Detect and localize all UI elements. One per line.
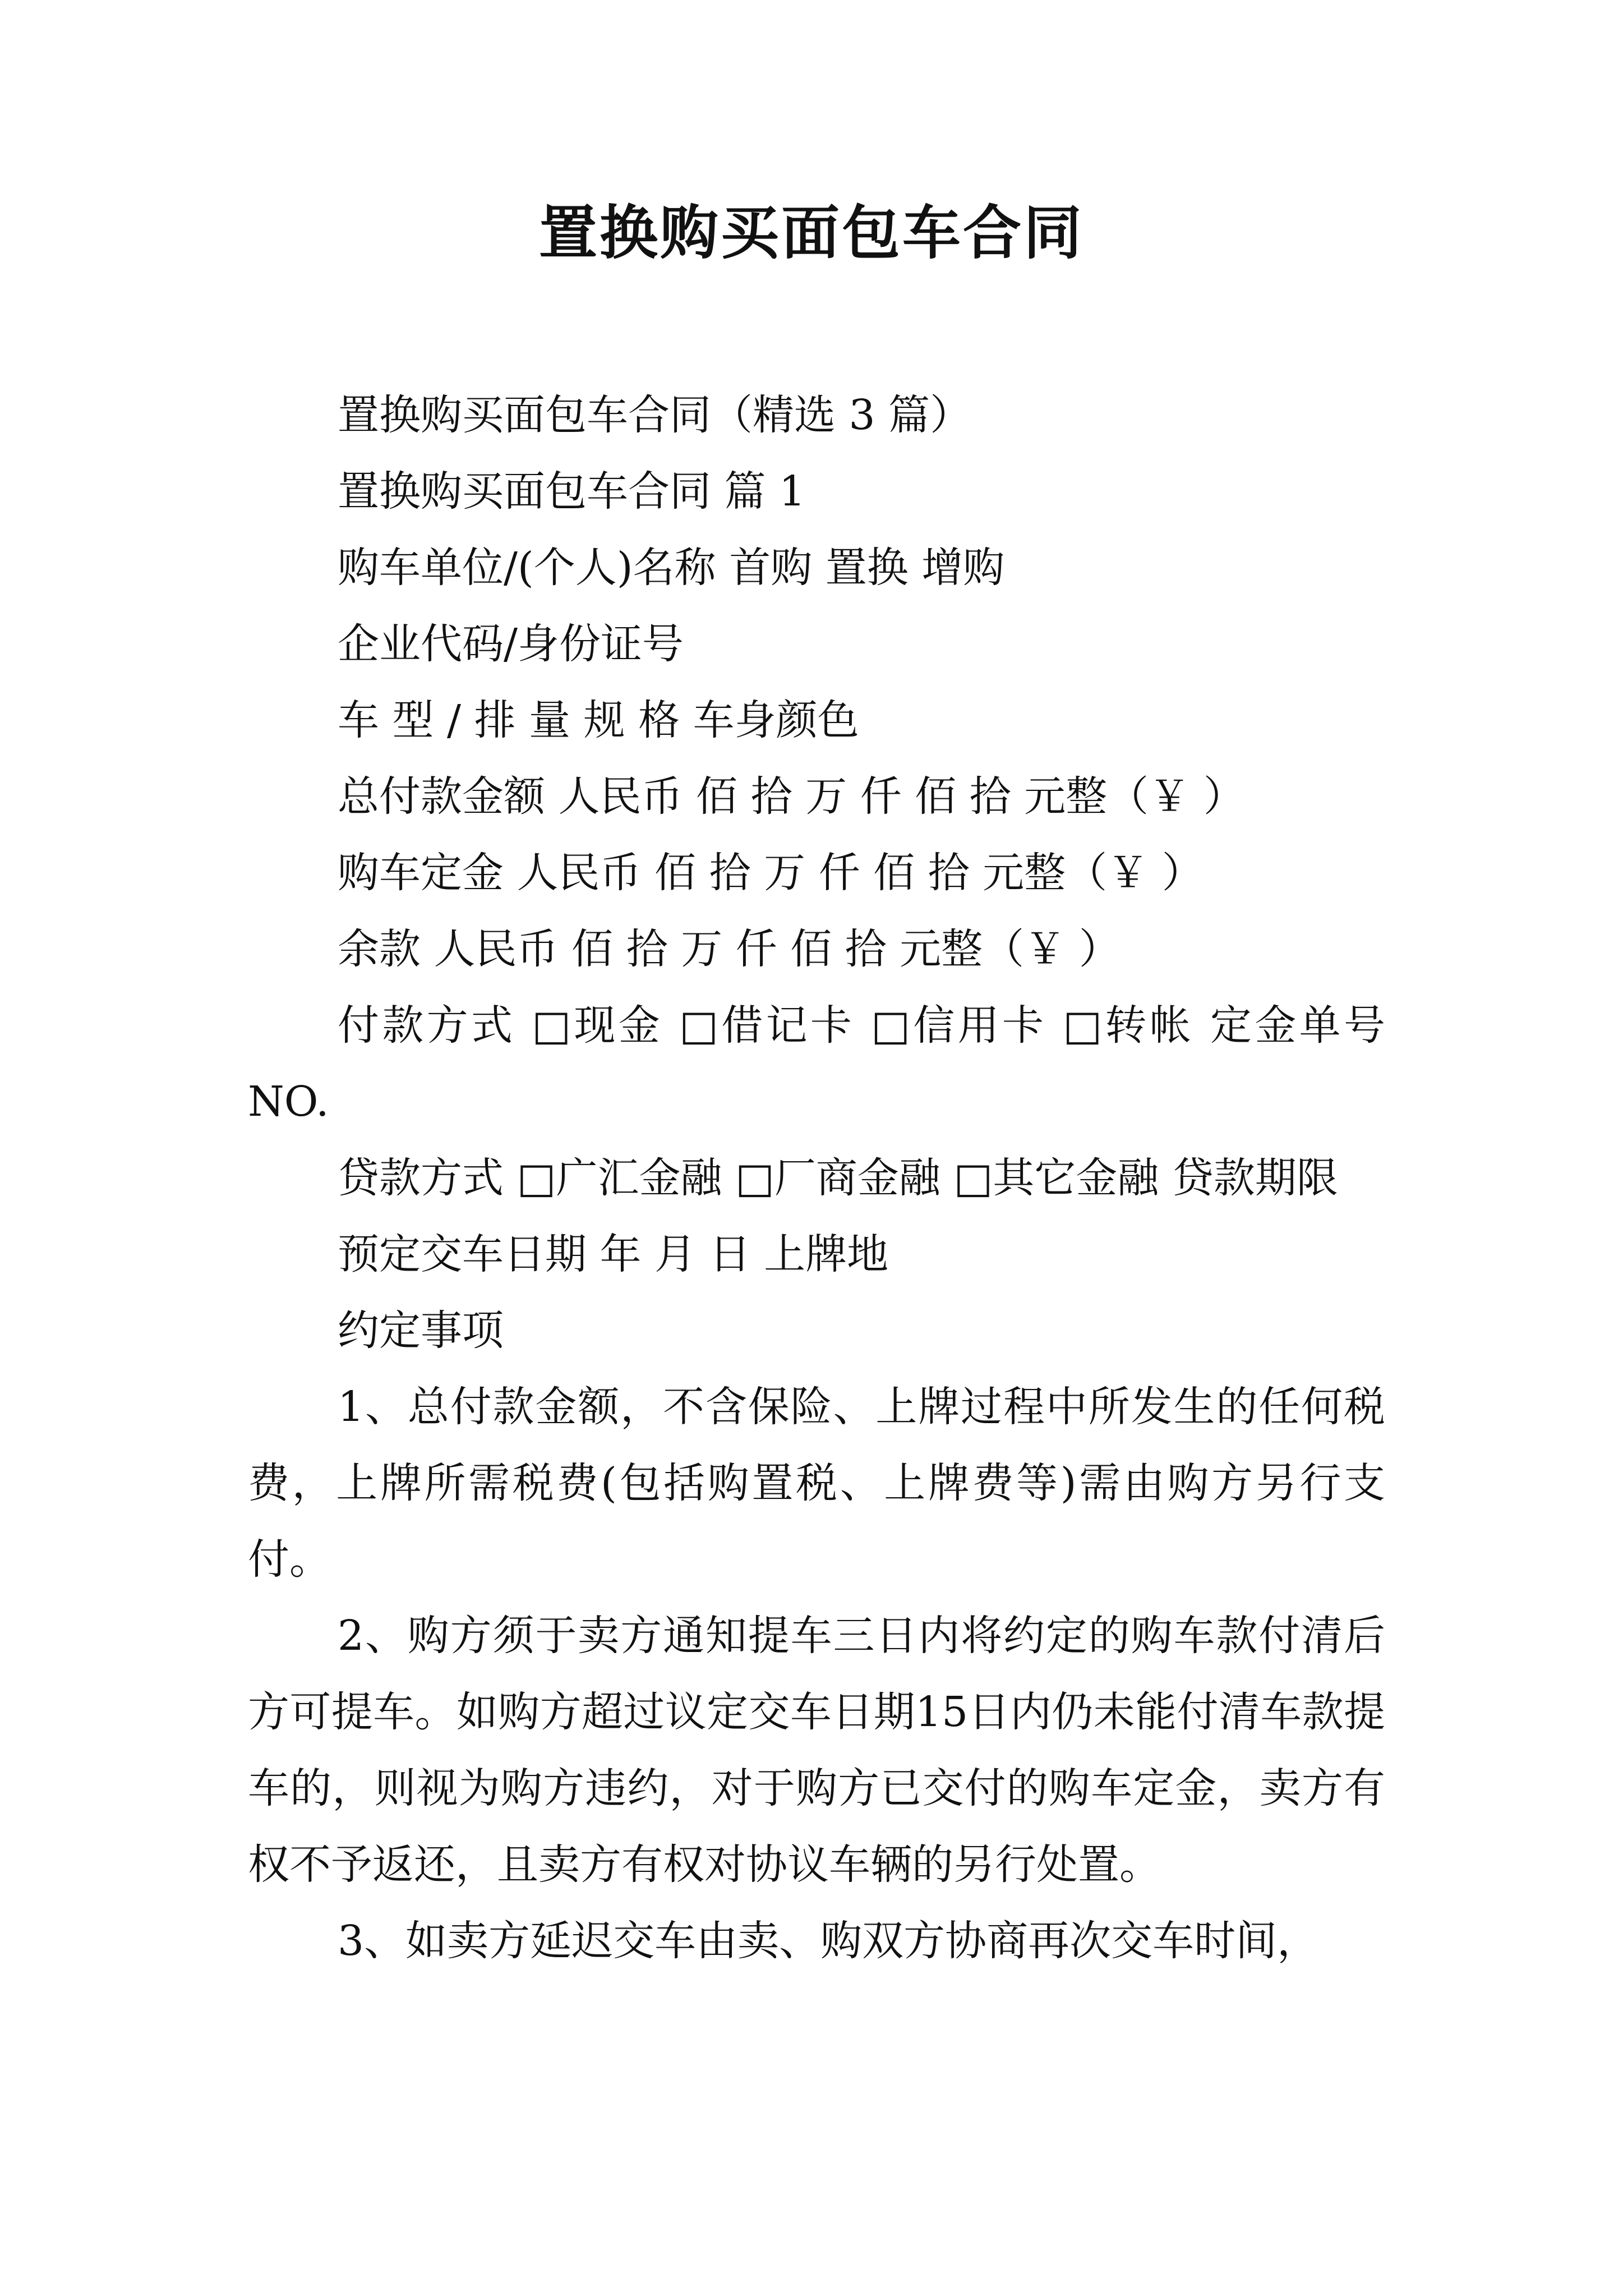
paragraph-clause-1: 1、总付款金额，不含保险、上牌过程中所发生的任何税费，上牌所需税费(包括购置税、上牌费等)需由购方另行支付。 (248, 1383, 1385, 1584)
document-body (248, 377, 1385, 1979)
paragraph-buyer-name: 购车单位/(个人)名称 首购 置换 增购 (338, 544, 1005, 592)
paragraph-balance: 余款 人民币 佰 拾 万 仟 佰 拾 元整（￥ ） (338, 925, 1121, 973)
paragraph-loan-method: 贷款方式 □广汇金融 □厂商金融 □其它金融 贷款期限 (338, 1154, 1338, 1202)
paragraph-clause-2: 2、购方须于卖方通知提车三日内将约定的购车款付清后方可提车。如购方超过议定交车日期15日内仍未能付清车款提车的，则视为购方违约，对于购方已交付的购车定金，卖方有权不予返还，且卖方有权对协议车辆的另行处置。 (248, 1612, 1385, 1889)
paragraph-deposit: 购车定金 人民币 佰 拾 万 仟 佰 拾 元整（￥ ） (338, 849, 1204, 897)
paragraph-vehicle-model: 车 型 / 排 量 规 格 车身颜色 (338, 696, 859, 744)
paragraph-article-heading: 置换购买面包车合同 篇 1 (338, 467, 806, 516)
paragraph-clause-3: 3、如卖方延迟交车由卖、购双方协商再次交车时间， (338, 1917, 1319, 1965)
document-title: 置换购买面包车合同 (538, 198, 1084, 267)
paragraph-agreed-items: 约定事项 (338, 1306, 504, 1355)
paragraph-total-payment: 总付款金额 人民币 佰 拾 万 仟 佰 拾 元整（￥ ） (338, 772, 1245, 821)
paragraph-id-number: 企业代码/身份证号 (338, 620, 684, 668)
paragraph-payment-method: 付款方式 □现金 □借记卡 □信用卡 □转帐 定金单号 NO. (248, 1001, 1385, 1126)
paragraph-delivery-date: 预定交车日期 年 月 日 上牌地 (338, 1230, 889, 1278)
paragraph-collection-title: 置换购买面包车合同（精选 3 篇） (338, 391, 972, 439)
